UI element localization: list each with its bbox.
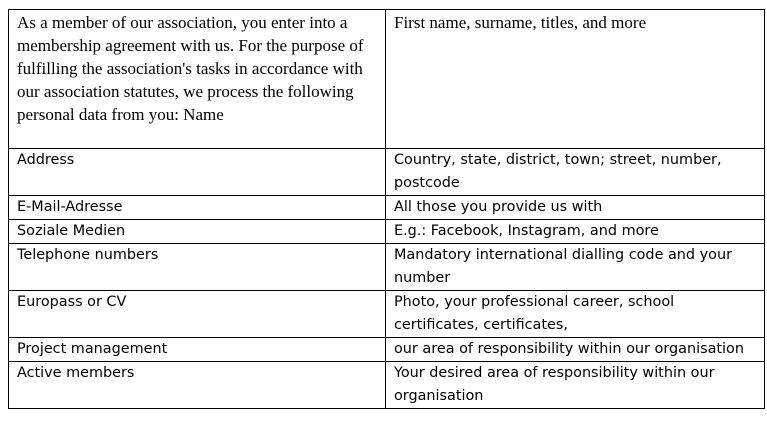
field-label: Telephone numbers xyxy=(9,244,386,291)
personal-data-table xyxy=(8,9,765,409)
table-row xyxy=(9,338,765,362)
field-value: Photo, your professional career, school certificates, certificates, xyxy=(386,291,765,338)
field-label: Project management xyxy=(9,338,386,362)
table-row xyxy=(9,291,765,338)
table-row xyxy=(9,220,765,244)
field-label: Soziale Medien xyxy=(9,220,386,244)
table-row xyxy=(9,196,765,220)
field-value: E.g.: Facebook, Instagram, and more xyxy=(386,220,765,244)
field-value: All those you provide us with xyxy=(386,196,765,220)
field-value: Mandatory international dialling code and your number xyxy=(386,244,765,291)
field-label: Address xyxy=(9,149,386,196)
field-value: Your desired area of responsibility within our organisation xyxy=(386,362,765,409)
intro-text-cell: As a member of our association, you enter into a membership agreement with us. For the purpose of fulfilling the association's tasks in accordance with our association statutes, we process the following personal data from you: Name xyxy=(9,10,386,149)
field-label: Europass or CV xyxy=(9,291,386,338)
table-row-intro xyxy=(9,10,765,149)
table-row xyxy=(9,244,765,291)
table-row xyxy=(9,149,765,196)
field-value: Country, state, district, town; street, number, postcode xyxy=(386,149,765,196)
field-label: Active members xyxy=(9,362,386,409)
field-value: our area of responsibility within our organisation xyxy=(386,338,765,362)
field-label: E-Mail-Adresse xyxy=(9,196,386,220)
name-details-cell: First name, surname, titles, and more xyxy=(386,10,765,149)
table-row xyxy=(9,362,765,409)
